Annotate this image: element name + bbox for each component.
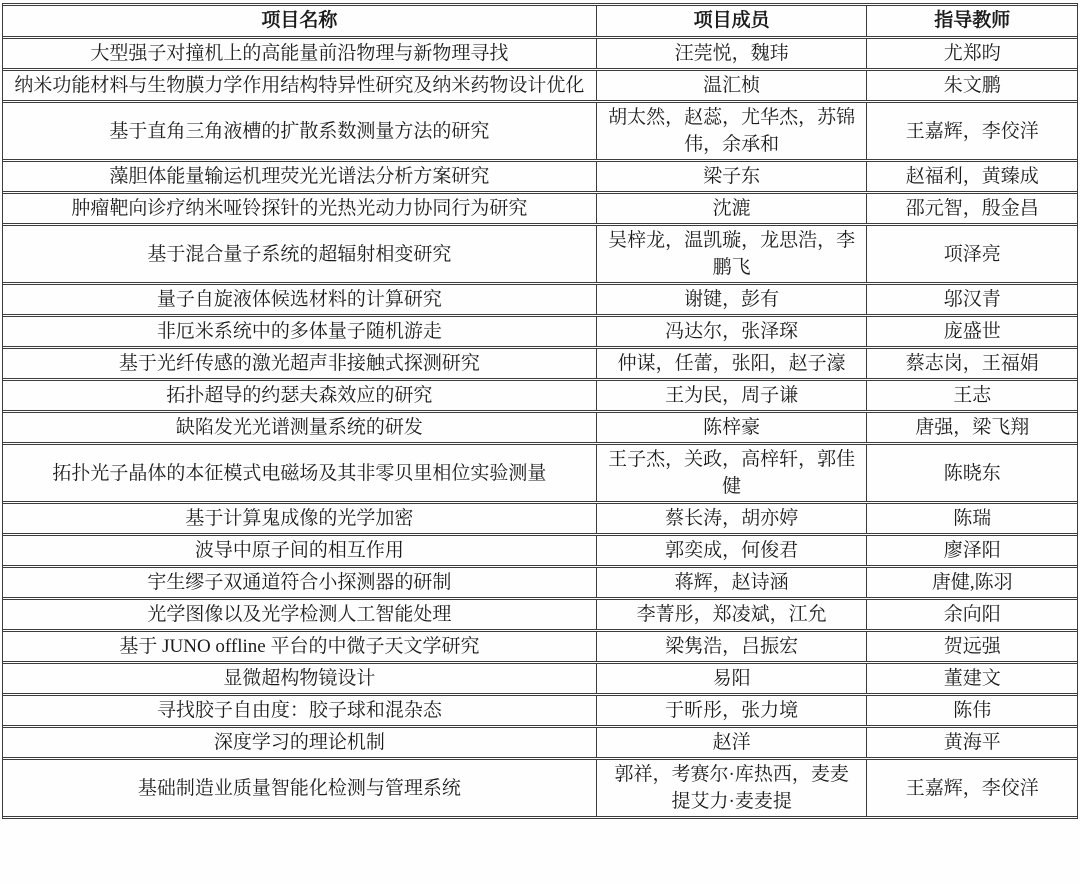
project-name-cell: 波导中原子间的相互作用 [3,535,596,566]
members-cell: 陈梓豪 [596,412,867,443]
column-header-project-members: 项目成员 [596,5,867,37]
advisors-cell: 蔡志岗，王福娟 [866,348,1077,379]
header-row [3,5,1077,37]
table-row [3,161,1077,192]
advisors-cell: 邵元智，殷金昌 [866,193,1077,224]
column-header-project-name: 项目名称 [3,5,596,37]
advisors-cell: 陈伟 [866,695,1077,726]
table-row [3,631,1077,662]
project-table [3,4,1077,818]
members-cell: 蒋辉，赵诗涵 [596,567,867,598]
project-name-cell: 基于直角三角液槽的扩散系数测量方法的研究 [3,102,596,160]
project-name-cell: 基础制造业质量智能化检测与管理系统 [3,759,596,817]
project-name-cell: 缺陷发光光谱测量系统的研发 [3,412,596,443]
table-row [3,663,1077,694]
project-name-cell: 藻胆体能量输运机理荧光光谱法分析方案研究 [3,161,596,192]
members-cell: 吴梓龙，温凯璇，龙思浩，李鹏飞 [596,225,867,283]
table-row [3,444,1077,502]
table-row [3,599,1077,630]
project-name-cell: 肿瘤靶向诊疗纳米哑铃探针的光热光动力协同行为研究 [3,193,596,224]
table-row [3,695,1077,726]
members-cell: 郭祥，考赛尔·库热西，麦麦提艾力·麦麦提 [596,759,867,817]
members-cell: 仲谋，任蕾，张阳，赵子濠 [596,348,867,379]
project-name-cell: 显微超构物镜设计 [3,663,596,694]
table-row [3,284,1077,315]
table-row [3,503,1077,534]
advisors-cell: 董建文 [866,663,1077,694]
advisors-cell: 廖泽阳 [866,535,1077,566]
members-cell: 冯达尔，张泽琛 [596,316,867,347]
project-name-cell: 基于光纤传感的激光超声非接触式探测研究 [3,348,596,379]
members-cell: 汪莞悦，魏玮 [596,38,867,69]
table-body [3,38,1077,817]
advisors-cell: 余向阳 [866,599,1077,630]
members-cell: 蔡长涛，胡亦婷 [596,503,867,534]
project-name-cell: 基于 JUNO offline 平台的中微子天文学研究 [3,631,596,662]
table-row [3,193,1077,224]
advisors-cell: 陈瑞 [866,503,1077,534]
table-row [3,412,1077,443]
project-name-cell: 非厄米系统中的多体量子随机游走 [3,316,596,347]
table-row [3,38,1077,69]
members-cell: 赵洋 [596,727,867,758]
advisors-cell: 庞盛世 [866,316,1077,347]
advisors-cell: 陈晓东 [866,444,1077,502]
members-cell: 郭奕成，何俊君 [596,535,867,566]
members-cell: 易阳 [596,663,867,694]
table-row [3,727,1077,758]
project-name-cell: 纳米功能材料与生物膜力学作用结构特异性研究及纳米药物设计优化 [3,70,596,101]
advisors-cell: 王嘉辉，李佼洋 [866,102,1077,160]
advisors-cell: 项泽亮 [866,225,1077,283]
members-cell: 温汇桢 [596,70,867,101]
project-name-cell: 拓扑超导的约瑟夫森效应的研究 [3,380,596,411]
table-row [3,316,1077,347]
project-table-frame [2,3,1078,819]
members-cell: 王子杰，关政，高梓轩，郭佳健 [596,444,867,502]
table-row [3,759,1077,817]
advisors-cell: 尤郑昀 [866,38,1077,69]
project-name-cell: 大型强子对撞机上的高能量前沿物理与新物理寻找 [3,38,596,69]
project-name-cell: 深度学习的理论机制 [3,727,596,758]
project-name-cell: 拓扑光子晶体的本征模式电磁场及其非零贝里相位实验测量 [3,444,596,502]
members-cell: 于昕彤，张力境 [596,695,867,726]
members-cell: 梁隽浩，吕振宏 [596,631,867,662]
table-row [3,380,1077,411]
table-row [3,348,1077,379]
table-header [3,5,1077,37]
project-name-cell: 基于混合量子系统的超辐射相变研究 [3,225,596,283]
members-cell: 谢键，彭有 [596,284,867,315]
advisors-cell: 黄海平 [866,727,1077,758]
table-row [3,535,1077,566]
table-row [3,225,1077,283]
project-name-cell: 宇生缪子双通道符合小探测器的研制 [3,567,596,598]
advisors-cell: 唐健,陈羽 [866,567,1077,598]
members-cell: 沈漉 [596,193,867,224]
members-cell: 李菁彤，郑凌斌，江允 [596,599,867,630]
advisors-cell: 唐强，梁飞翔 [866,412,1077,443]
advisors-cell: 贺远强 [866,631,1077,662]
advisors-cell: 王嘉辉，李佼洋 [866,759,1077,817]
project-name-cell: 基于计算鬼成像的光学加密 [3,503,596,534]
advisors-cell: 王志 [866,380,1077,411]
advisors-cell: 朱文鹏 [866,70,1077,101]
advisors-cell: 邬汉青 [866,284,1077,315]
members-cell: 王为民，周子谦 [596,380,867,411]
table-row [3,567,1077,598]
project-name-cell: 光学图像以及光学检测人工智能处理 [3,599,596,630]
column-header-advisors: 指导教师 [866,5,1077,37]
members-cell: 胡太然，赵蕊，尤华杰，苏锦伟，余承和 [596,102,867,160]
table-row [3,102,1077,160]
members-cell: 梁子东 [596,161,867,192]
project-name-cell: 量子自旋液体候选材料的计算研究 [3,284,596,315]
project-name-cell: 寻找胶子自由度：胶子球和混杂态 [3,695,596,726]
advisors-cell: 赵福利，黄臻成 [866,161,1077,192]
table-row [3,70,1077,101]
